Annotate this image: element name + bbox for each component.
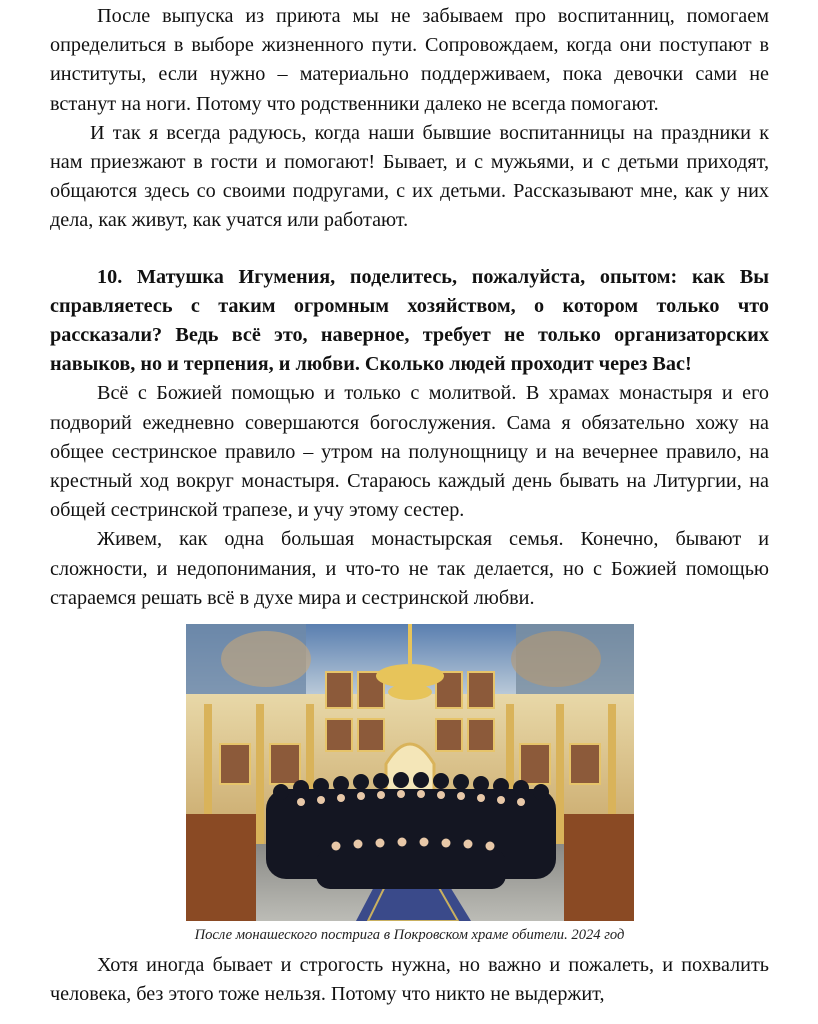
interview-question-10: 10. Матушка Игумения, поделитесь, пожалуйста, опытом: как Вы справляетесь с таким огромным хозяйством, о котором только что рассказали? Ведь всё это, наверное, требует не только организаторских навыков, но и терпения, и любви. Сколько людей проходит через Вас! (50, 265, 769, 376)
paragraph-strictness-and-praise: Хотя иногда бывает и строгость нужна, но важно и пожалеть, и похвалить человека, без этого тоже нельзя. Потому что никто не выдержит, (50, 954, 769, 1006)
photo-figure (50, 624, 769, 945)
paragraph-graduates-support: После выпуска из приюта мы не забываем про воспитанниц, помогаем определиться в выборе жизненного пути. Сопровождаем, когда они поступают в институты, если нужно – материально поддерживаем, пока девочки сами не встанут на ноги. Потому что родственники далеко не всегда помогают. (50, 5, 769, 115)
photo-caption: После монашеского пострига в Покровском храме обители. 2024 год (194, 927, 625, 944)
church-group-photo (186, 624, 634, 921)
paragraph-monastic-family: Живем, как одна большая монастырская семья. Конечно, бывают и сложности, и недопонимания, и что-то не так делается, но с Божией помощью стараемся решать всё в духе мира и сестринской любви. (50, 528, 769, 609)
church-interior-illustration (186, 624, 634, 921)
document-page (50, 0, 769, 1009)
paragraph-prayer-answer: Всё с Божией помощью и только с молитвой. В храмах монастыря и его подворий ежедневно совершаются богослужения. Сама я обязательно хожу на общее сестринское правило – утром на полунощницу и на вечернее правило, на крестный ход вокруг монастыря. Стараюсь каждый день бывать на Литургии, на общей сестринской трапезе, и учу этому сестер. (50, 382, 769, 522)
paragraph-former-pupils-visit: И так я всегда радуюсь, когда наши бывшие воспитанницы на праздники к нам приезжают в гости и помогают! Бывает, и с мужьями, и с детьми приходят, общаются здесь со своими подругами, с их детьми. Рассказывают мне, как у них дела, как живут, как учатся или работают. (50, 121, 769, 232)
